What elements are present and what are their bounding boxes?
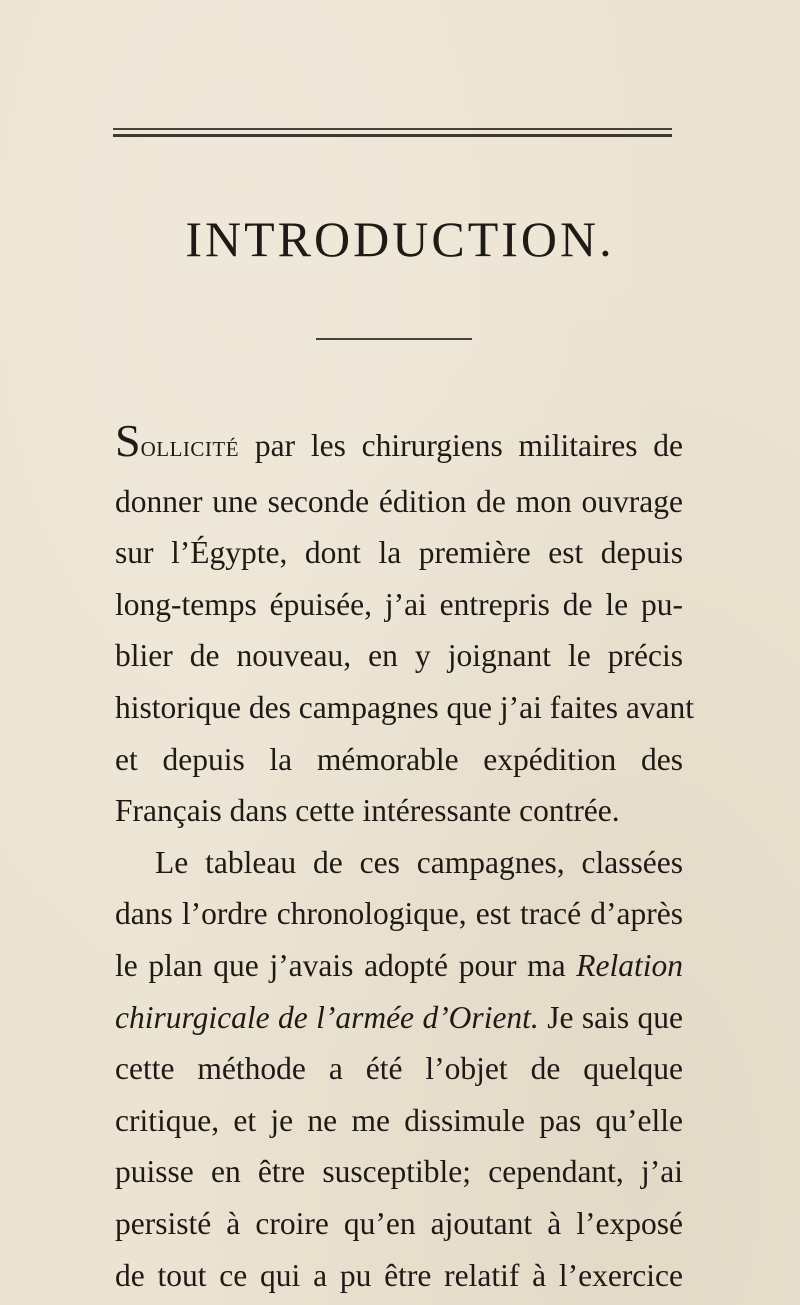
text-line-7: et depuis la mémorable expédition des (115, 741, 683, 777)
chapter-heading: INTRODUCTION. (185, 211, 615, 267)
italic-title-start: Relation (576, 947, 683, 983)
top-rule-thick (113, 134, 672, 137)
text-line-10: dans l’ordre chronologique, est tracé d’après (115, 896, 683, 932)
text-line-14: critique, et je ne me dissimule pas qu’elle (115, 1102, 683, 1138)
text-line-13: cette méthode a été l’objet de quelque (115, 1051, 683, 1087)
line-1-rest: par les chirurgiens militaires de (239, 428, 683, 463)
line-11-text: le plan que j’avais adopté pour ma (115, 947, 577, 983)
text-line-4: long-temps épuisée, j’ai entrepris de le pu- (115, 586, 683, 622)
text-line-6: historique des campagnes que j’ai faites avant (115, 689, 695, 725)
drop-cap: S (115, 415, 141, 466)
text-line-2: donner une seconde édition de mon ouvrage (115, 483, 683, 519)
text-line-5: blier de nouveau, en y joignant le précis (115, 638, 683, 674)
text-line-17: de tout ce qui a pu être relatif à l’exercice (115, 1257, 683, 1293)
heading-underline-rule (316, 338, 472, 340)
top-double-rule (113, 128, 672, 137)
text-line-15: puisse en être susceptible; cependant, j’ai (115, 1154, 683, 1190)
body-text (115, 415, 695, 1301)
text-line-3: sur l’Égypte, dont la première est depuis (115, 535, 683, 571)
line-12-text: Je sais que (538, 999, 683, 1035)
text-line-16: persisté à croire qu’en ajoutant à l’exposé (115, 1205, 683, 1241)
text-line-12 (115, 992, 683, 1044)
italic-title-end: chirurgicale de l’armée d’Orient. (115, 999, 539, 1035)
small-caps-word: OLLICITÉ (140, 437, 240, 461)
text-line-8: Français dans cette intéressante contrée. (115, 793, 620, 829)
top-rule-thin (113, 128, 672, 130)
text-line-1 (115, 415, 683, 476)
text-line-11 (115, 940, 683, 992)
text-line-9: Le tableau de ces campagnes, classées (155, 844, 683, 880)
